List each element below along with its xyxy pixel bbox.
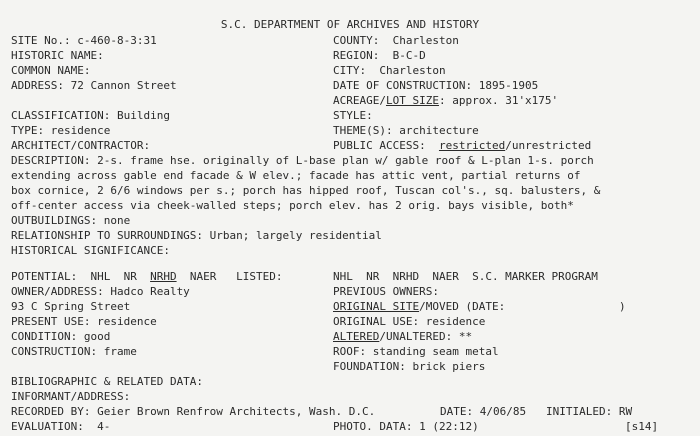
public-access-label: PUBLIC ACCESS: (333, 139, 439, 152)
potential (11, 270, 283, 284)
region: REGION: B-C-D (333, 49, 426, 62)
date-of-construction: DATE OF CONSTRUCTION: 1895-1905 (333, 79, 539, 92)
description-line-1: DESCRIPTION: 2-s. frame hse. originally of L-base plan w/ gable roof & L-plan 1-s. porch (11, 154, 594, 167)
description-line-3: box cornice, 2 6/6 windows per s.; porch has hipped roof, Tuscan col's., sq. balusters, & (11, 184, 601, 197)
city: CITY: Charleston (333, 64, 446, 77)
original-site-moved (333, 300, 505, 314)
outbuildings: OUTBUILDINGS: none (11, 214, 131, 227)
construction: CONSTRUCTION: frame (11, 345, 137, 358)
recorded-date: DATE: 4/06/85 (440, 405, 527, 418)
foundation: FOUNDATION: brick piers (333, 360, 486, 373)
altered-unaltered (333, 330, 472, 344)
historic-name: HISTORIC NAME: (11, 49, 104, 62)
historical-significance: HISTORICAL SIGNIFICANCE: (11, 244, 170, 257)
architect-contractor: ARCHITECT/CONTRACTOR: (11, 139, 151, 152)
site-number: SITE No.: c-460-8-3:31 (11, 34, 157, 47)
owner-street: 93 C Spring Street (11, 300, 131, 313)
acreage-prefix: ACREAGE/ (333, 94, 386, 107)
condition: CONDITION: good (11, 330, 111, 343)
sheet-code: [s14] (625, 420, 659, 433)
moved-date-label: /MOVED (DATE: (419, 300, 506, 313)
style: STYLE: (333, 109, 373, 122)
initialed: INITIALED: RW (546, 405, 633, 418)
description-line-2: extending across gable end facade & W elev.; facade has attic vent, partial returns of (11, 169, 581, 182)
roof: ROOF: standing seam metal (333, 345, 499, 358)
address: ADDRESS: 72 Cannon Street (11, 79, 177, 92)
form-title: S.C. DEPARTMENT OF ARCHIVES AND HISTORY (220, 18, 480, 31)
public-access (333, 139, 591, 153)
themes: THEME(S): architecture (333, 124, 479, 137)
present-use: PRESENT USE: residence (11, 315, 157, 328)
listed-options: NHL NR NRHD NAER S.C. MARKER PROGRAM (333, 270, 598, 283)
unaltered-label: /UNALTERED: ** (379, 330, 473, 343)
acreage-lot-size (333, 94, 558, 108)
classification: CLASSIFICATION: Building (11, 109, 170, 122)
owner-address: OWNER/ADDRESS: Hadco Realty (11, 285, 190, 298)
acreage-value: : approx. 31'x175' (438, 94, 559, 107)
relationship-to-surroundings: RELATIONSHIP TO SURROUNDINGS: Urban; largely residential (11, 229, 382, 242)
recorded-by: RECORDED BY: Geier Brown Renfrow Architects, Wash. D.C. (11, 405, 376, 418)
potential-prefix: POTENTIAL: NHL NR (11, 270, 151, 283)
potential-suffix: NAER LISTED: (176, 270, 283, 283)
altered-underlined: ALTERED (333, 330, 380, 343)
unrestricted-option: /unrestricted (505, 139, 592, 152)
type: TYPE: residence (11, 124, 111, 137)
original-use: ORIGINAL USE: residence (333, 315, 486, 328)
county: COUNTY: Charleston (333, 34, 459, 47)
restricted-underlined: restricted (438, 139, 506, 152)
original-site-underlined: ORIGINAL SITE (333, 300, 420, 313)
description-line-4: off-center access via cheek-walled steps; porch elev. has 2 orig. bays visible, both* (11, 199, 574, 212)
informant-address: INFORMANT/ADDRESS: (11, 390, 131, 403)
moved-date-close: ) (619, 300, 626, 313)
nrhd-underlined: NRHD (150, 270, 177, 283)
lot-size-underlined: LOT SIZE (385, 94, 439, 107)
common-name: COMMON NAME: (11, 64, 91, 77)
photo-data: PHOTO. DATA: 1 (22:12) (333, 420, 479, 433)
previous-owners: PREVIOUS OWNERS: (333, 285, 439, 298)
bibliographic-data: BIBLIOGRAPHIC & RELATED DATA: (11, 375, 204, 388)
evaluation: EVALUATION: 4- (11, 420, 111, 433)
